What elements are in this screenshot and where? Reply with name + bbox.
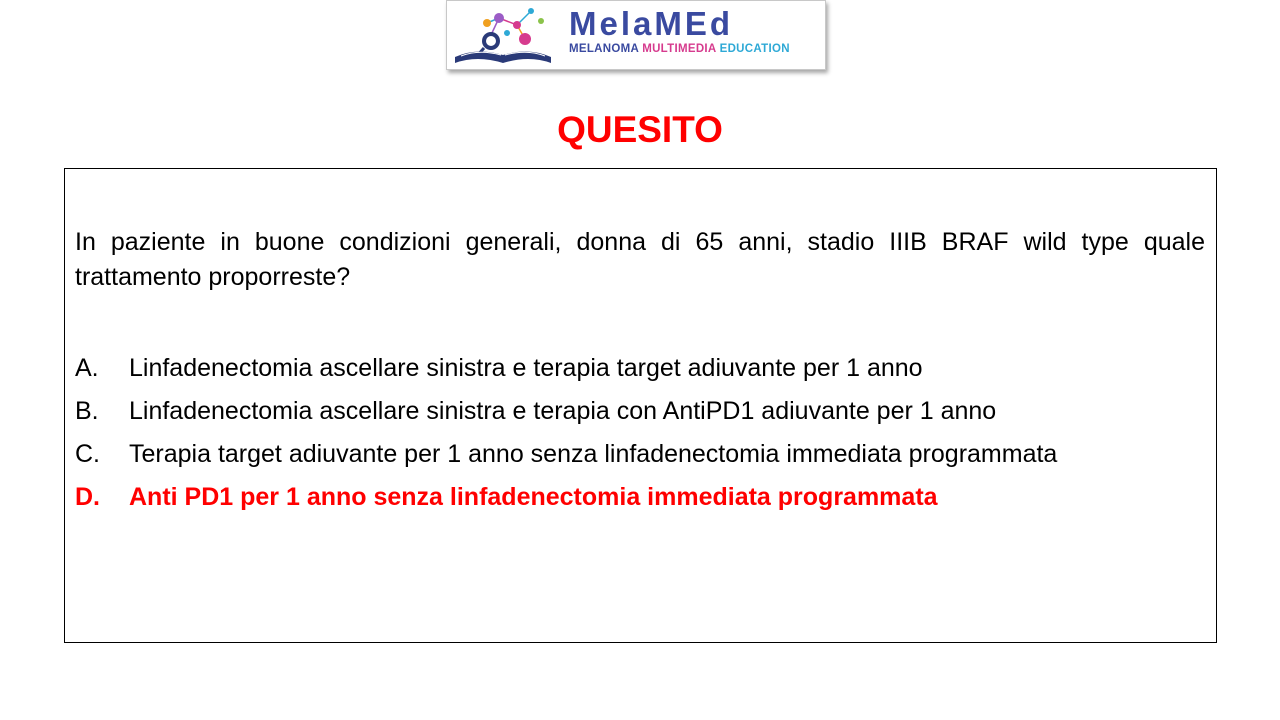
option-d-correct <box>75 480 1205 515</box>
slide-title: QUESITO <box>557 109 723 150</box>
option-a <box>75 351 1205 386</box>
option-letter: D. <box>75 483 100 511</box>
option-letter: C. <box>75 440 100 468</box>
answer-options <box>75 351 1205 523</box>
option-text: Linfadenectomia ascellare sinistra e terapia con AntiPD1 adiuvante per 1 anno <box>129 397 997 425</box>
logo-subtitle-part2: MULTIMEDIA <box>642 43 720 55</box>
option-letter: B. <box>75 397 99 425</box>
option-c <box>75 437 1205 472</box>
option-letter: A. <box>75 354 99 382</box>
option-b <box>75 394 1205 429</box>
melamed-logo <box>446 0 826 70</box>
option-text: Linfadenectomia ascellare sinistra e terapia target adiuvante per 1 anno <box>129 354 923 382</box>
logo-subtitle <box>569 44 790 56</box>
logo-subtitle-part1: MELANOMA <box>569 43 643 55</box>
logo-book-icon <box>447 1 567 69</box>
question-text: In paziente in buone condizioni generali, donna di 65 anni, stadio IIIB BRAF wild type quale trattamento proporreste? <box>75 228 1205 291</box>
question-box <box>64 168 1217 643</box>
option-text: Anti PD1 per 1 anno senza linfadenectomia immediata programmata <box>129 483 938 511</box>
logo-subtitle-part3: EDUCATION <box>719 43 790 55</box>
option-text: Terapia target adiuvante per 1 anno senza linfadenectomia immediata programmata <box>129 440 1058 468</box>
logo-title: MelaMEd <box>569 5 734 42</box>
